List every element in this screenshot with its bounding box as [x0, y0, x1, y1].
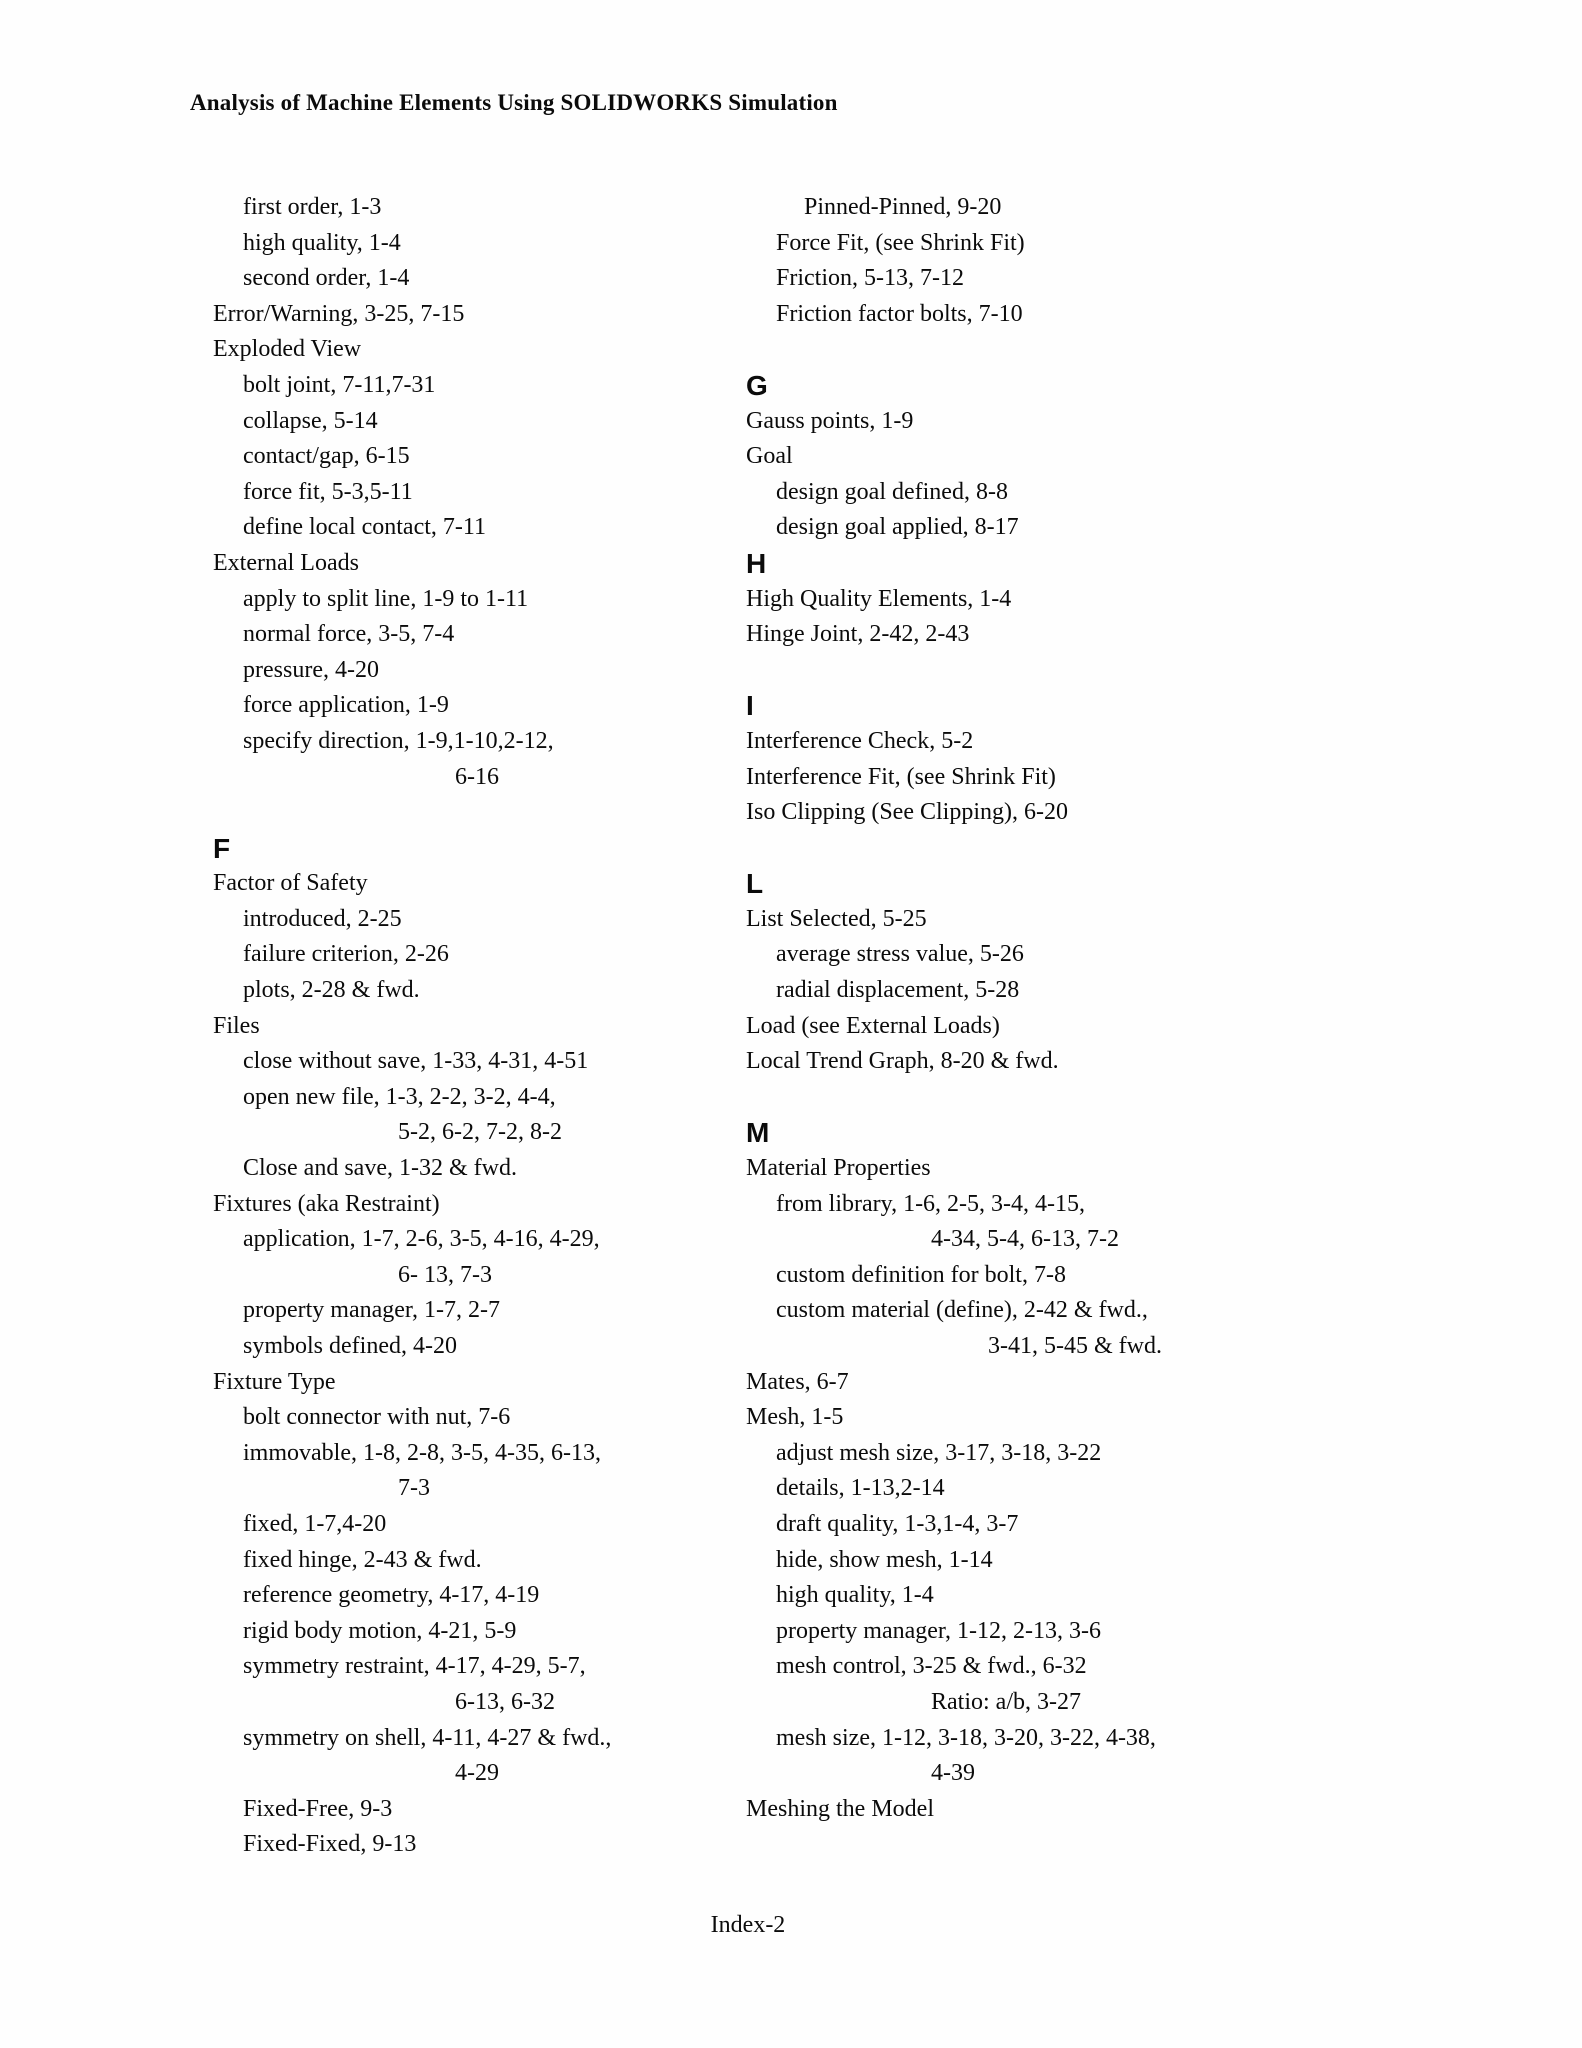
index-entry: Mates, 6-7 — [746, 1368, 849, 1395]
index-entry: collapse, 5-14 — [243, 407, 378, 434]
index-entry: contact/gap, 6-15 — [243, 443, 410, 470]
index-entry: 7-3 — [398, 1475, 430, 1502]
index-entry: design goal defined, 8-8 — [776, 478, 1008, 505]
index-entry: bolt joint, 7-11,7-31 — [243, 371, 436, 398]
index-entry: average stress value, 5-26 — [776, 941, 1024, 968]
index-entry: first order, 1-3 — [243, 194, 382, 220]
index-entry: Exploded View — [213, 336, 362, 363]
index-entry: details, 1-13,2-14 — [776, 1475, 945, 1502]
index-entry: property manager, 1-12, 2-13, 3-6 — [776, 1617, 1101, 1644]
index-entry: normal force, 3-5, 7-4 — [243, 621, 455, 648]
index-entry: force fit, 5-3,5-11 — [243, 478, 413, 505]
index-column-left — [213, 190, 828, 1863]
index-entry: Load (see External Loads) — [746, 1012, 1000, 1039]
index-entry: high quality, 1-4 — [243, 229, 401, 256]
index-entry: Close and save, 1-32 & fwd. — [243, 1155, 517, 1182]
index-entry: 4-29 — [455, 1760, 499, 1787]
index-entry: reference geometry, 4-17, 4-19 — [243, 1582, 540, 1609]
index-entry: Force Fit, (see Shrink Fit) — [776, 229, 1025, 256]
index-entry: fixed hinge, 2-43 & fwd. — [243, 1546, 482, 1573]
index-entry: force application, 1-9 — [243, 692, 449, 719]
index-entry: Fixed-Free, 9-3 — [243, 1795, 393, 1822]
index-entry: Interference Fit, (see Shrink Fit) — [746, 763, 1056, 790]
index-entry: Fixtures (aka Restraint) — [213, 1190, 440, 1217]
index-entry: Fixture Type — [213, 1368, 336, 1395]
index-entry: define local contact, 7-11 — [243, 514, 486, 541]
index-entry: 6-16 — [455, 763, 499, 790]
section-letter-heading: F — [213, 832, 231, 864]
section-letter-heading: M — [746, 1117, 770, 1149]
index-entry: 4-34, 5-4, 6-13, 7-2 — [931, 1226, 1119, 1253]
index-entry: Friction factor bolts, 7-10 — [776, 300, 1023, 327]
index-entry: property manager, 1-7, 2-7 — [243, 1297, 500, 1324]
blank-line — [746, 332, 1396, 368]
index-entry: radial displacement, 5-28 — [776, 977, 1020, 1004]
index-column-right — [746, 190, 1396, 1827]
index-entry: Fixed-Fixed, 9-13 — [243, 1831, 417, 1858]
index-entry: fixed, 1-7,4-20 — [243, 1510, 387, 1537]
index-entry: Error/Warning, 3-25, 7-15 — [213, 300, 465, 327]
index-entry: Material Properties — [746, 1155, 931, 1182]
index-entry: 6- 13, 7-3 — [398, 1261, 492, 1288]
index-entry: high quality, 1-4 — [776, 1582, 934, 1609]
index-entry: application, 1-7, 2-6, 3-5, 4-16, 4-29, — [243, 1226, 600, 1253]
index-entry: Iso Clipping (See Clipping), 6-20 — [746, 799, 1068, 826]
index-entry: draft quality, 1-3,1-4, 3-7 — [776, 1510, 1019, 1537]
index-entry: Hinge Joint, 2-42, 2-43 — [746, 621, 970, 648]
index-entry: specify direction, 1-9,1-10,2-12, — [243, 727, 554, 754]
page-number: Index-2 — [710, 1912, 786, 1938]
index-entry: symmetry restraint, 4-17, 4-29, 5-7, — [243, 1653, 586, 1680]
index-entry: custom definition for bolt, 7-8 — [776, 1261, 1066, 1288]
index-entry: plots, 2-28 & fwd. — [243, 977, 420, 1004]
index-entry: introduced, 2-25 — [243, 905, 402, 932]
index-entry: 6-13, 6-32 — [455, 1688, 555, 1715]
index-entry: apply to split line, 1-9 to 1-11 — [243, 585, 529, 612]
index-entry: 4-39 — [931, 1760, 975, 1787]
index-entry: Ratio: a/b, 3-27 — [931, 1688, 1081, 1715]
blank-line — [746, 831, 1396, 867]
index-entry: External Loads — [213, 549, 359, 576]
blank-line — [746, 653, 1396, 689]
index-entry: 3-41, 5-45 & fwd. — [988, 1333, 1162, 1359]
index-entry: custom material (define), 2-42 & fwd., — [776, 1297, 1148, 1324]
index-entry: 5-2, 6-2, 7-2, 8-2 — [398, 1119, 562, 1146]
index-entry: design goal applied, 8-17 — [776, 514, 1019, 541]
index-entry: hide, show mesh, 1-14 — [776, 1546, 993, 1573]
index-entry: Factor of Safety — [213, 870, 368, 897]
index-entry: adjust mesh size, 3-17, 3-18, 3-22 — [776, 1439, 1102, 1466]
index-entry: Meshing the Model — [746, 1795, 934, 1822]
index-entry: Goal — [746, 443, 793, 470]
index-entry: close without save, 1-33, 4-31, 4-51 — [243, 1048, 589, 1075]
index-entry: Interference Check, 5-2 — [746, 727, 974, 754]
index-entry: Local Trend Graph, 8-20 & fwd. — [746, 1048, 1059, 1075]
section-letter-heading: H — [746, 547, 767, 579]
blank-line — [213, 795, 828, 831]
index-entry: Pinned-Pinned, 9-20 — [804, 194, 1002, 220]
index-entry: List Selected, 5-25 — [746, 905, 927, 932]
blank-line — [746, 1080, 1396, 1116]
index-entry: second order, 1-4 — [243, 265, 410, 292]
index-entry: mesh control, 3-25 & fwd., 6-32 — [776, 1653, 1087, 1680]
section-letter-heading: I — [746, 690, 754, 722]
section-letter-heading: L — [746, 868, 764, 900]
index-entry: symbols defined, 4-20 — [243, 1333, 457, 1359]
index-entry: immovable, 1-8, 2-8, 3-5, 4-35, 6-13, — [243, 1439, 601, 1466]
index-entry: Friction, 5-13, 7-12 — [776, 265, 964, 292]
index-entry: Files — [213, 1012, 260, 1039]
index-entry: failure criterion, 2-26 — [243, 941, 449, 968]
index-entry: from library, 1-6, 2-5, 3-4, 4-15, — [776, 1190, 1086, 1217]
index-entry: pressure, 4-20 — [243, 656, 379, 683]
section-letter-heading: G — [746, 369, 768, 401]
index-entry: High Quality Elements, 1-4 — [746, 585, 1012, 612]
index-entry: Mesh, 1-5 — [746, 1404, 844, 1431]
index-entry: rigid body motion, 4-21, 5-9 — [243, 1617, 517, 1644]
index-entry: symmetry on shell, 4-11, 4-27 & fwd., — [243, 1724, 612, 1751]
index-entry: bolt connector with nut, 7-6 — [243, 1404, 511, 1431]
index-entry: open new file, 1-3, 2-2, 3-2, 4-4, — [243, 1083, 556, 1110]
index-entry: mesh size, 1-12, 3-18, 3-20, 3-22, 4-38, — [776, 1724, 1156, 1751]
index-entry: Gauss points, 1-9 — [746, 407, 914, 434]
running-header: Analysis of Machine Elements Using SOLIDWORKS Simulation — [190, 90, 838, 115]
